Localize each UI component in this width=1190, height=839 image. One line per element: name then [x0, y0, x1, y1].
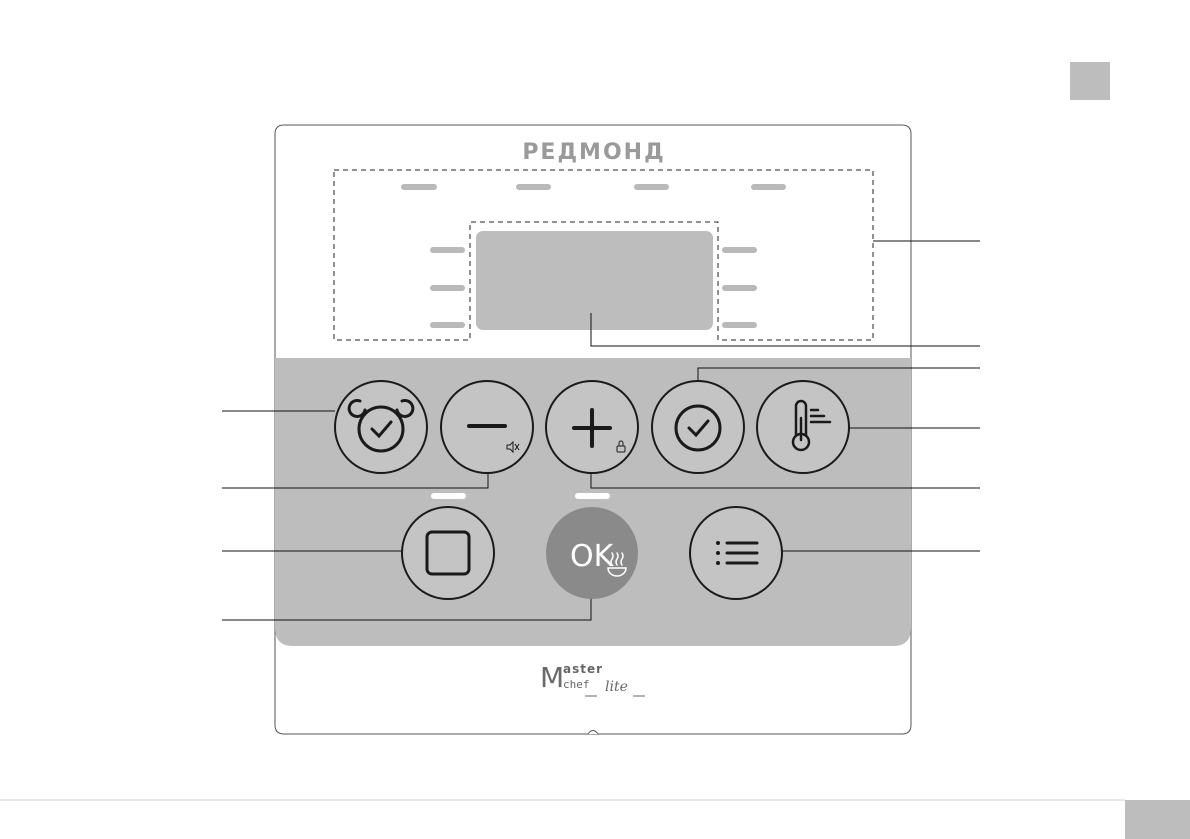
product-logo [540, 662, 660, 696]
temperature-button[interactable] [757, 381, 849, 473]
indicator-right-1 [722, 247, 757, 253]
logo-lite: lite [605, 679, 628, 695]
indicator-right-3 [722, 322, 757, 328]
logo-aster: aster [563, 662, 604, 676]
indicator-right-2 [722, 285, 757, 291]
status-bar-center [575, 493, 610, 499]
minus-button[interactable] [441, 381, 533, 473]
indicator-left-1 [430, 247, 465, 253]
start-button[interactable] [652, 381, 744, 473]
stop-button[interactable] [402, 507, 494, 599]
status-bar-left [431, 493, 466, 499]
indicator-left-2 [430, 285, 465, 291]
indicator-top-4 [751, 184, 786, 190]
indicator-top-1 [401, 184, 437, 190]
indicator-top-3 [634, 184, 669, 190]
logo-letter-m: M [540, 661, 565, 694]
indicator-top-2 [516, 184, 551, 190]
indicator-left-3 [430, 322, 465, 328]
menu-button[interactable] [690, 507, 782, 599]
timer-button[interactable] [335, 381, 427, 473]
display-screen [476, 231, 713, 330]
logo-chef: chef [563, 678, 590, 691]
plus-button[interactable] [546, 381, 638, 473]
ok-label: OK [570, 539, 614, 574]
brand-logo: РЕДМОНД [522, 140, 666, 165]
